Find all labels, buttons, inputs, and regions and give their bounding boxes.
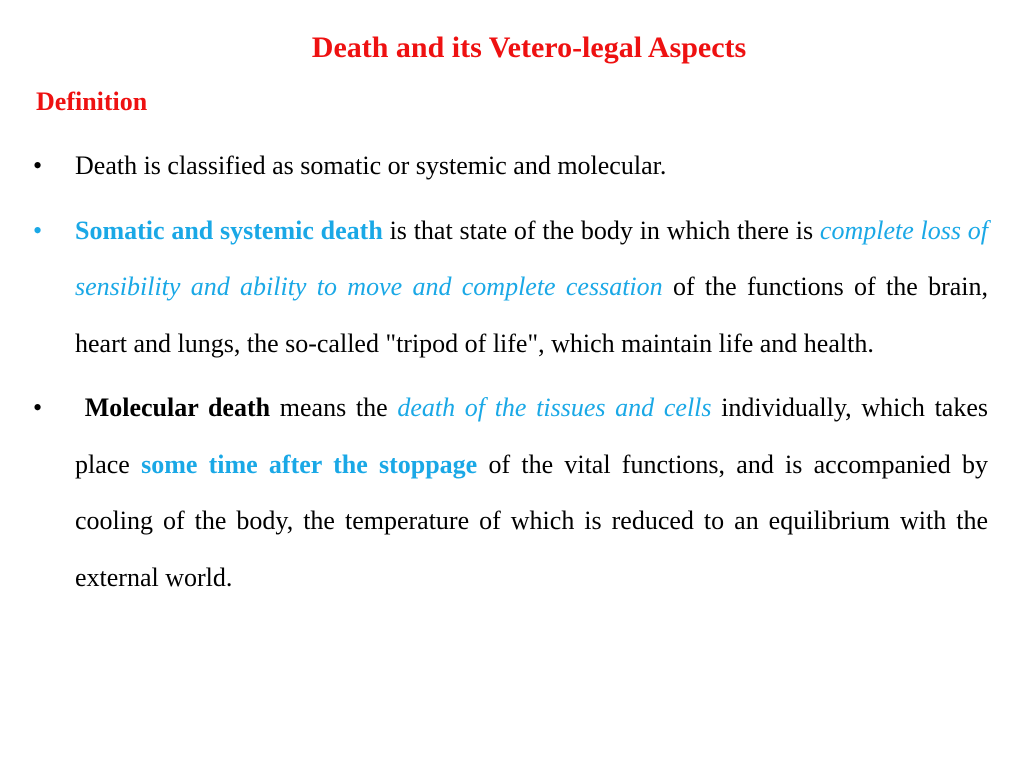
emphasis-text: death of the tissues and cells <box>397 393 712 422</box>
bullet-text: means the <box>270 393 398 422</box>
section-heading: Definition <box>36 87 148 116</box>
bullet-icon: • <box>33 151 43 180</box>
bullet-icon: • <box>33 393 43 422</box>
emphasis-bold-text: some time after the stoppage <box>141 449 478 479</box>
bullet-icon: • <box>33 215 43 245</box>
emphasis-text: complete loss of sensibility and ability to move and complete cessation <box>75 215 989 301</box>
bullet-text: is that state of the body in which there is <box>382 215 820 245</box>
bullet-text: of the functions of the brain, heart and lungs, the so-called "tripod of life", which maintain life and health. <box>75 272 989 358</box>
bullet-item-somatic-death <box>0 203 1024 373</box>
bullet-item-molecular-death <box>0 380 1024 606</box>
bullet-text: Death is classified as somatic or systemic and molecular. <box>75 151 667 180</box>
bullet-list <box>0 138 1024 606</box>
slide-title: Death and its Vetero-legal Aspects <box>311 31 747 64</box>
lead-space <box>75 393 85 422</box>
bullet-item-classification <box>0 138 1024 195</box>
bullet-text: of the vital functions, and is accompanied by cooling of the body, the temperature of which is reduced to an equilibrium with the external world. <box>75 449 989 592</box>
term-molecular-death: Molecular death <box>84 393 271 422</box>
term-somatic-death: Somatic and systemic death <box>75 215 383 245</box>
bullet-text: individually, which takes place <box>75 393 989 479</box>
